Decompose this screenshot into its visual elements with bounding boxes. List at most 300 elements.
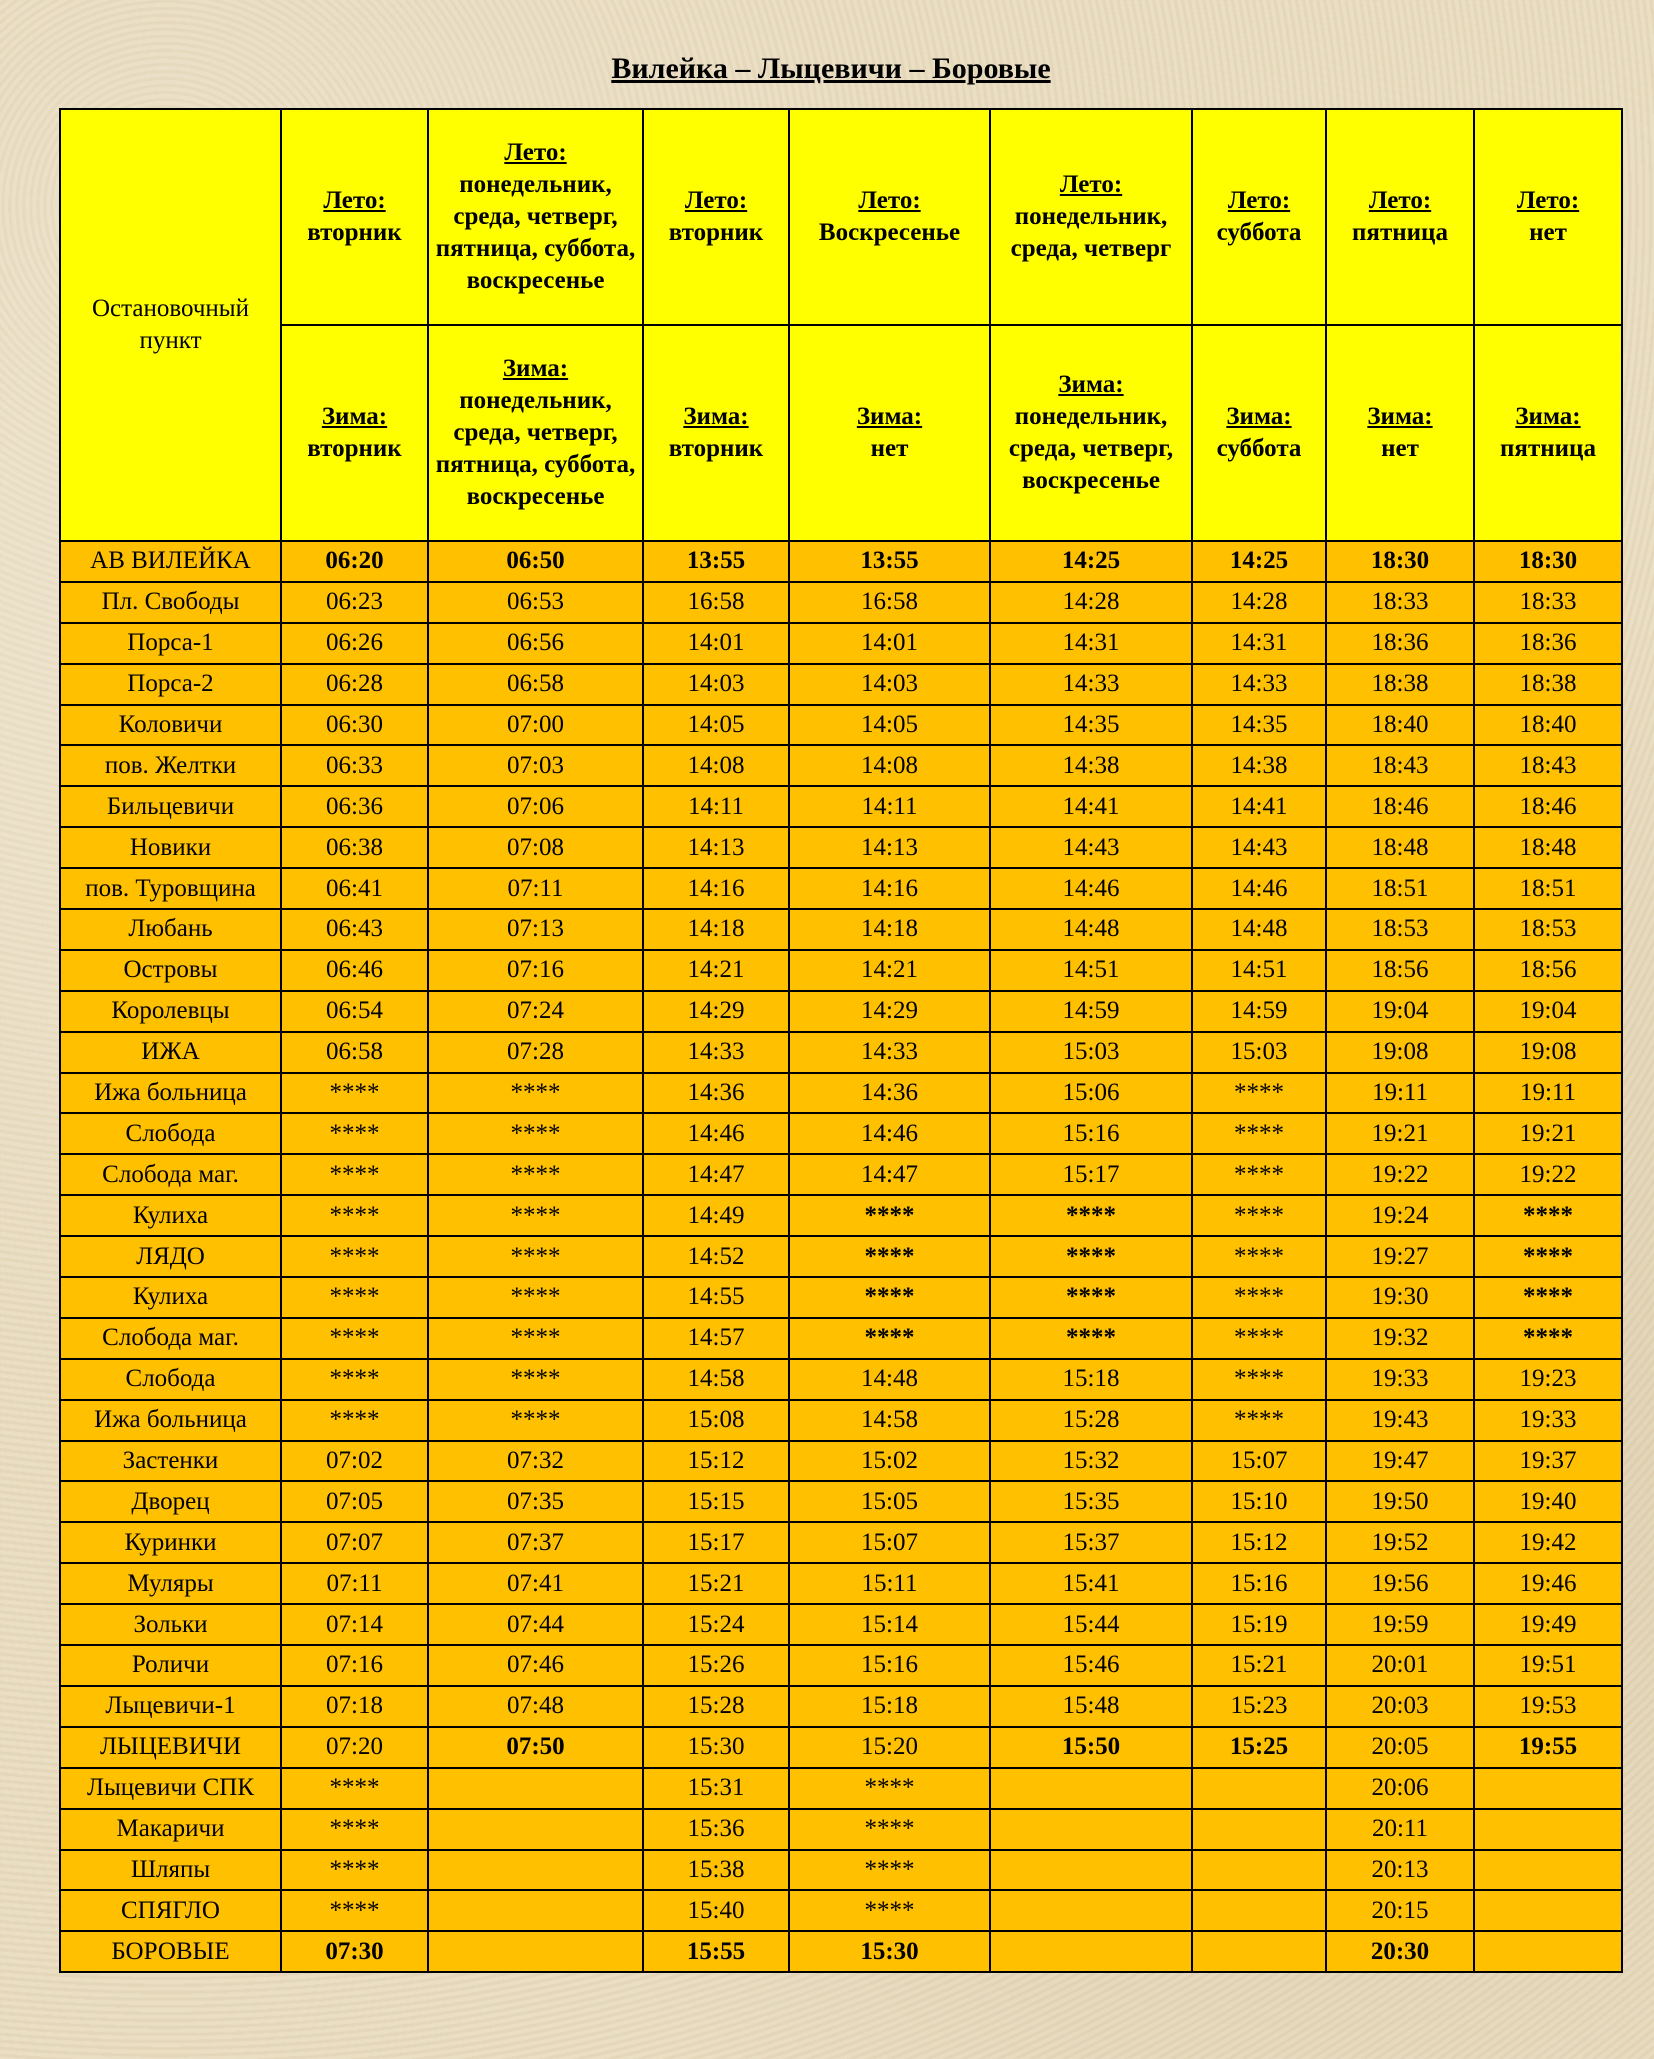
summer-days: вторник: [307, 219, 402, 246]
winter-schedule-header: [428, 325, 643, 541]
departure-time: 07:20: [281, 1727, 428, 1768]
departure-time: 14:33: [1192, 664, 1326, 705]
stop-name: Бильцевичи: [60, 786, 281, 827]
departure-time: 13:55: [643, 541, 789, 582]
departure-time: 15:06: [990, 1073, 1192, 1114]
departure-time: 14:33: [643, 1032, 789, 1073]
departure-time: [1474, 1890, 1622, 1931]
departure-time: 19:33: [1326, 1359, 1474, 1400]
departure-time: ****: [789, 1277, 990, 1318]
departure-time: 14:41: [990, 786, 1192, 827]
departure-time: 19:43: [1326, 1400, 1474, 1441]
departure-time: 18:33: [1474, 582, 1622, 623]
table-row: [60, 1400, 1622, 1441]
departure-time: 15:16: [789, 1645, 990, 1686]
departure-time: 15:14: [789, 1604, 990, 1645]
departure-time: ****: [428, 1195, 643, 1236]
departure-time: [990, 1809, 1192, 1850]
departure-time: 16:58: [789, 582, 990, 623]
departure-time: ****: [428, 1154, 643, 1195]
departure-time: 15:46: [990, 1645, 1192, 1686]
departure-time: 06:36: [281, 786, 428, 827]
departure-time: ****: [281, 1359, 428, 1400]
departure-time: 07:24: [428, 991, 643, 1032]
departure-time: 07:16: [428, 950, 643, 991]
departure-time: 18:56: [1326, 950, 1474, 991]
departure-time: 07:41: [428, 1563, 643, 1604]
summer-days: суббота: [1216, 219, 1302, 246]
departure-time: [1192, 1850, 1326, 1891]
departure-time: 19:40: [1474, 1481, 1622, 1522]
departure-time: 07:08: [428, 827, 643, 868]
departure-time: ****: [1192, 1113, 1326, 1154]
departure-time: 14:13: [643, 827, 789, 868]
departure-time: 15:55: [643, 1931, 789, 1972]
departure-time: 15:28: [643, 1686, 789, 1727]
departure-time: [1192, 1931, 1326, 1972]
winter-days: нет: [870, 435, 909, 462]
departure-time: 15:07: [789, 1522, 990, 1563]
summer-days: Воскресенье: [818, 219, 961, 246]
departure-time: 15:41: [990, 1563, 1192, 1604]
table-row: [60, 1604, 1622, 1645]
departure-time: ****: [990, 1318, 1192, 1359]
departure-time: 15:16: [1192, 1563, 1326, 1604]
departure-time: 06:58: [281, 1032, 428, 1073]
departure-time: 19:56: [1326, 1563, 1474, 1604]
departure-time: 14:31: [1192, 623, 1326, 664]
departure-time: 14:25: [990, 541, 1192, 582]
departure-time: 07:50: [428, 1727, 643, 1768]
departure-time: 14:31: [990, 623, 1192, 664]
departure-time: 06:41: [281, 868, 428, 909]
departure-time: ****: [1192, 1236, 1326, 1277]
departure-time: ****: [281, 1890, 428, 1931]
departure-time: 19:08: [1326, 1032, 1474, 1073]
summer-label: Лето:: [504, 139, 567, 166]
departure-time: 15:31: [643, 1768, 789, 1809]
departure-time: ****: [789, 1850, 990, 1891]
departure-time: 14:03: [789, 664, 990, 705]
departure-time: 15:19: [1192, 1604, 1326, 1645]
departure-time: ****: [789, 1195, 990, 1236]
stop-name: Порса-1: [60, 623, 281, 664]
departure-time: 14:58: [789, 1400, 990, 1441]
summer-days: пятница: [1352, 219, 1448, 246]
departure-time: 18:53: [1474, 909, 1622, 950]
stop-name: Пл. Свободы: [60, 582, 281, 623]
stop-name: Зольки: [60, 1604, 281, 1645]
departure-time: 15:08: [643, 1400, 789, 1441]
departure-time: ****: [990, 1236, 1192, 1277]
departure-time: 18:36: [1474, 623, 1622, 664]
departure-time: ****: [1474, 1195, 1622, 1236]
winter-schedule-header: [281, 325, 428, 541]
departure-time: ****: [281, 1236, 428, 1277]
departure-time: ****: [789, 1768, 990, 1809]
departure-time: ****: [1192, 1400, 1326, 1441]
departure-time: 15:44: [990, 1604, 1192, 1645]
stop-name: Муляры: [60, 1563, 281, 1604]
departure-time: ****: [1192, 1277, 1326, 1318]
table-row: [60, 745, 1622, 786]
departure-time: [1474, 1931, 1622, 1972]
table-row: [60, 1727, 1622, 1768]
stop-name: Слобода маг.: [60, 1154, 281, 1195]
departure-time: 19:32: [1326, 1318, 1474, 1359]
departure-time: 19:52: [1326, 1522, 1474, 1563]
departure-time: 06:38: [281, 827, 428, 868]
departure-time: [1192, 1890, 1326, 1931]
departure-time: ****: [1474, 1318, 1622, 1359]
stop-name: Макаричи: [60, 1809, 281, 1850]
departure-time: 19:30: [1326, 1277, 1474, 1318]
table-row: [60, 1481, 1622, 1522]
stop-name: Королевцы: [60, 991, 281, 1032]
departure-time: ****: [990, 1195, 1192, 1236]
table-row: [60, 1113, 1622, 1154]
departure-time: ****: [281, 1154, 428, 1195]
departure-time: 19:23: [1474, 1359, 1622, 1400]
departure-time: 07:46: [428, 1645, 643, 1686]
departure-time: 20:03: [1326, 1686, 1474, 1727]
departure-time: 20:15: [1326, 1890, 1474, 1931]
departure-time: 14:47: [789, 1154, 990, 1195]
stop-name: АВ ВИЛЕЙКА: [60, 541, 281, 582]
table-row: [60, 1359, 1622, 1400]
departure-time: 14:51: [1192, 950, 1326, 991]
summer-days: понедельник, среда, четверг: [1010, 203, 1172, 262]
summer-label: Лето:: [858, 187, 921, 214]
stop-name: Коловичи: [60, 705, 281, 746]
departure-time: 14:11: [789, 786, 990, 827]
departure-time: [1192, 1768, 1326, 1809]
departure-time: 19:11: [1326, 1073, 1474, 1114]
departure-time: 18:38: [1474, 664, 1622, 705]
winter-days: пятница: [1500, 435, 1596, 462]
summer-label: Лето:: [1059, 171, 1123, 198]
departure-time: 07:13: [428, 909, 643, 950]
departure-time: 15:38: [643, 1850, 789, 1891]
departure-time: 14:29: [789, 991, 990, 1032]
departure-time: 06:23: [281, 582, 428, 623]
departure-time: 19:53: [1474, 1686, 1622, 1727]
departure-time: ****: [990, 1277, 1192, 1318]
departure-time: 19:47: [1326, 1441, 1474, 1482]
departure-time: 15:18: [789, 1686, 990, 1727]
header-row-summer: [60, 109, 1622, 325]
summer-schedule-header: [643, 109, 789, 325]
stop-name: Новики: [60, 827, 281, 868]
departure-time: 14:18: [643, 909, 789, 950]
departure-time: [1474, 1850, 1622, 1891]
departure-time: ****: [789, 1236, 990, 1277]
stop-name: пов. Туровщина: [60, 868, 281, 909]
departure-time: 14:55: [643, 1277, 789, 1318]
departure-time: 19:59: [1326, 1604, 1474, 1645]
departure-time: 15:26: [643, 1645, 789, 1686]
departure-time: 19:33: [1474, 1400, 1622, 1441]
departure-time: 15:12: [1192, 1522, 1326, 1563]
departure-time: ****: [428, 1236, 643, 1277]
departure-time: 06:58: [428, 664, 643, 705]
summer-schedule-header: [789, 109, 990, 325]
departure-time: ****: [1192, 1359, 1326, 1400]
winter-days: понедельник, среда, четверг, пятница, суббота, воскресенье: [435, 387, 636, 510]
departure-time: 19:11: [1474, 1073, 1622, 1114]
departure-time: 14:52: [643, 1236, 789, 1277]
summer-label: Лето:: [1368, 187, 1432, 214]
departure-time: 06:28: [281, 664, 428, 705]
departure-time: [428, 1850, 643, 1891]
departure-time: 06:20: [281, 541, 428, 582]
departure-time: [428, 1931, 643, 1972]
departure-time: 18:30: [1474, 541, 1622, 582]
departure-time: ****: [428, 1073, 643, 1114]
departure-time: 14:35: [1192, 705, 1326, 746]
departure-time: 06:53: [428, 582, 643, 623]
departure-time: 14:58: [643, 1359, 789, 1400]
table-row: [60, 705, 1622, 746]
table-row: [60, 1073, 1622, 1114]
stop-name: Порса-2: [60, 664, 281, 705]
departure-time: [428, 1809, 643, 1850]
stop-name: Лыцевичи-1: [60, 1686, 281, 1727]
departure-time: ****: [1474, 1236, 1622, 1277]
summer-schedule-header: [1326, 109, 1474, 325]
table-row: [60, 827, 1622, 868]
departure-time: 14:08: [643, 745, 789, 786]
table-row: [60, 1768, 1622, 1809]
table-row: [60, 1686, 1622, 1727]
departure-time: 14:01: [643, 623, 789, 664]
summer-schedule-header: [1192, 109, 1326, 325]
departure-time: 18:56: [1474, 950, 1622, 991]
departure-time: 14:28: [1192, 582, 1326, 623]
departure-time: 14:46: [1192, 868, 1326, 909]
summer-schedule-header: [428, 109, 643, 325]
table-row: [60, 1032, 1622, 1073]
departure-time: ****: [281, 1073, 428, 1114]
departure-time: 18:53: [1326, 909, 1474, 950]
departure-time: 07:06: [428, 786, 643, 827]
winter-schedule-header: [1474, 325, 1622, 541]
departure-time: 07:18: [281, 1686, 428, 1727]
departure-time: ****: [1192, 1154, 1326, 1195]
departure-time: 14:49: [643, 1195, 789, 1236]
departure-time: ****: [789, 1318, 990, 1359]
winter-days: вторник: [668, 435, 764, 462]
departure-time: [990, 1850, 1192, 1891]
departure-time: 14:36: [643, 1073, 789, 1114]
departure-time: 20:30: [1326, 1931, 1474, 1972]
departure-time: 07:30: [281, 1931, 428, 1972]
departure-time: ****: [1474, 1277, 1622, 1318]
departure-time: 07:32: [428, 1441, 643, 1482]
departure-time: 15:28: [990, 1400, 1192, 1441]
departure-time: 19:50: [1326, 1481, 1474, 1522]
stop-name: Застенки: [60, 1441, 281, 1482]
stop-name: Слобода: [60, 1113, 281, 1154]
departure-time: 18:43: [1326, 745, 1474, 786]
departure-time: [990, 1768, 1192, 1809]
departure-time: 14:21: [643, 950, 789, 991]
departure-time: 19:21: [1474, 1113, 1622, 1154]
departure-time: 15:37: [990, 1522, 1192, 1563]
departure-time: 07:05: [281, 1481, 428, 1522]
departure-time: 15:17: [990, 1154, 1192, 1195]
departure-time: 14:25: [1192, 541, 1326, 582]
departure-time: ****: [281, 1809, 428, 1850]
departure-time: 15:35: [990, 1481, 1192, 1522]
table-row: [60, 909, 1622, 950]
winter-schedule-header: [1192, 325, 1326, 541]
departure-time: 14:29: [643, 991, 789, 1032]
departure-time: 19:04: [1326, 991, 1474, 1032]
departure-time: 18:30: [1326, 541, 1474, 582]
summer-schedule-header: [990, 109, 1192, 325]
departure-time: 14:36: [789, 1073, 990, 1114]
departure-time: 06:56: [428, 623, 643, 664]
summer-label: Лето:: [684, 187, 748, 214]
departure-time: 14:28: [990, 582, 1192, 623]
departure-time: 19:49: [1474, 1604, 1622, 1645]
departure-time: 06:43: [281, 909, 428, 950]
departure-time: 18:40: [1474, 705, 1622, 746]
table-row: [60, 541, 1622, 582]
departure-time: 15:05: [789, 1481, 990, 1522]
stop-name: Роличи: [60, 1645, 281, 1686]
departure-time: 14:46: [789, 1113, 990, 1154]
departure-time: 14:33: [990, 664, 1192, 705]
departure-time: 15:03: [1192, 1032, 1326, 1073]
departure-time: 14:03: [643, 664, 789, 705]
departure-time: 18:51: [1474, 868, 1622, 909]
departure-time: 18:40: [1326, 705, 1474, 746]
winter-schedule-header: [1326, 325, 1474, 541]
stop-name: Островы: [60, 950, 281, 991]
departure-time: 19:37: [1474, 1441, 1622, 1482]
departure-time: ****: [428, 1113, 643, 1154]
departure-time: 07:02: [281, 1441, 428, 1482]
stop-name: СПЯГЛО: [60, 1890, 281, 1931]
table-row: [60, 868, 1622, 909]
stop-name: ЛЫЦЕВИЧИ: [60, 1727, 281, 1768]
departure-time: 14:18: [789, 909, 990, 950]
table-row: [60, 1850, 1622, 1891]
summer-label: Лето:: [323, 187, 386, 214]
departure-time: 15:21: [643, 1563, 789, 1604]
table-row: [60, 1522, 1622, 1563]
table-row: [60, 991, 1622, 1032]
departure-time: 06:33: [281, 745, 428, 786]
departure-time: 14:08: [789, 745, 990, 786]
departure-time: 15:36: [643, 1809, 789, 1850]
departure-time: 14:11: [643, 786, 789, 827]
timetable-body: [60, 109, 1622, 1972]
stop-name: Кулиха: [60, 1195, 281, 1236]
departure-time: 15:16: [990, 1113, 1192, 1154]
stop-name: ИЖА: [60, 1032, 281, 1073]
summer-schedule-header: [281, 109, 428, 325]
departure-time: 07:00: [428, 705, 643, 746]
departure-time: ****: [1192, 1073, 1326, 1114]
departure-time: 14:43: [1192, 827, 1326, 868]
winter-schedule-header: [789, 325, 990, 541]
departure-time: 14:46: [643, 1113, 789, 1154]
departure-time: [1474, 1768, 1622, 1809]
departure-time: 14:05: [789, 705, 990, 746]
departure-time: 20:05: [1326, 1727, 1474, 1768]
winter-label: Зима:: [1226, 403, 1292, 430]
departure-time: 19:51: [1474, 1645, 1622, 1686]
table-row: [60, 1645, 1622, 1686]
departure-time: 15:12: [643, 1441, 789, 1482]
departure-time: ****: [281, 1195, 428, 1236]
table-row: [60, 1441, 1622, 1482]
departure-time: 15:30: [643, 1727, 789, 1768]
departure-time: ****: [281, 1400, 428, 1441]
departure-time: 14:51: [990, 950, 1192, 991]
departure-time: 15:30: [789, 1931, 990, 1972]
departure-time: 19:22: [1326, 1154, 1474, 1195]
stop-name: пов. Желтки: [60, 745, 281, 786]
stop-name: Слобода маг.: [60, 1318, 281, 1359]
departure-time: 14:16: [643, 868, 789, 909]
table-row: [60, 1154, 1622, 1195]
departure-time: 07:11: [428, 868, 643, 909]
table-row: [60, 786, 1622, 827]
winter-schedule-header: [990, 325, 1192, 541]
departure-time: 14:59: [1192, 991, 1326, 1032]
departure-time: ****: [281, 1277, 428, 1318]
summer-days: понедельник, среда, четверг, пятница, суббота, воскресенье: [435, 171, 636, 294]
departure-time: [428, 1768, 643, 1809]
departure-time: 06:26: [281, 623, 428, 664]
departure-time: 18:36: [1326, 623, 1474, 664]
departure-time: 07:03: [428, 745, 643, 786]
departure-time: 15:21: [1192, 1645, 1326, 1686]
table-row: [60, 1318, 1622, 1359]
departure-time: ****: [1192, 1195, 1326, 1236]
departure-time: 14:48: [1192, 909, 1326, 950]
departure-time: ****: [428, 1318, 643, 1359]
departure-time: ****: [428, 1359, 643, 1400]
departure-time: 06:46: [281, 950, 428, 991]
departure-time: [1192, 1809, 1326, 1850]
departure-time: 15:15: [643, 1481, 789, 1522]
departure-time: 15:18: [990, 1359, 1192, 1400]
departure-time: 06:30: [281, 705, 428, 746]
departure-time: 19:27: [1326, 1236, 1474, 1277]
departure-time: 14:57: [643, 1318, 789, 1359]
departure-time: 07:14: [281, 1604, 428, 1645]
stop-name: Любань: [60, 909, 281, 950]
departure-time: 16:58: [643, 582, 789, 623]
table-row: [60, 1277, 1622, 1318]
stop-name: Шляпы: [60, 1850, 281, 1891]
departure-time: 19:22: [1474, 1154, 1622, 1195]
departure-time: 18:51: [1326, 868, 1474, 909]
departure-time: 07:44: [428, 1604, 643, 1645]
departure-time: 18:46: [1326, 786, 1474, 827]
stop-name: Кулиха: [60, 1277, 281, 1318]
stop-name: ЛЯДО: [60, 1236, 281, 1277]
departure-time: 15:48: [990, 1686, 1192, 1727]
departure-time: 19:21: [1326, 1113, 1474, 1154]
departure-time: [990, 1931, 1192, 1972]
departure-time: 19:42: [1474, 1522, 1622, 1563]
